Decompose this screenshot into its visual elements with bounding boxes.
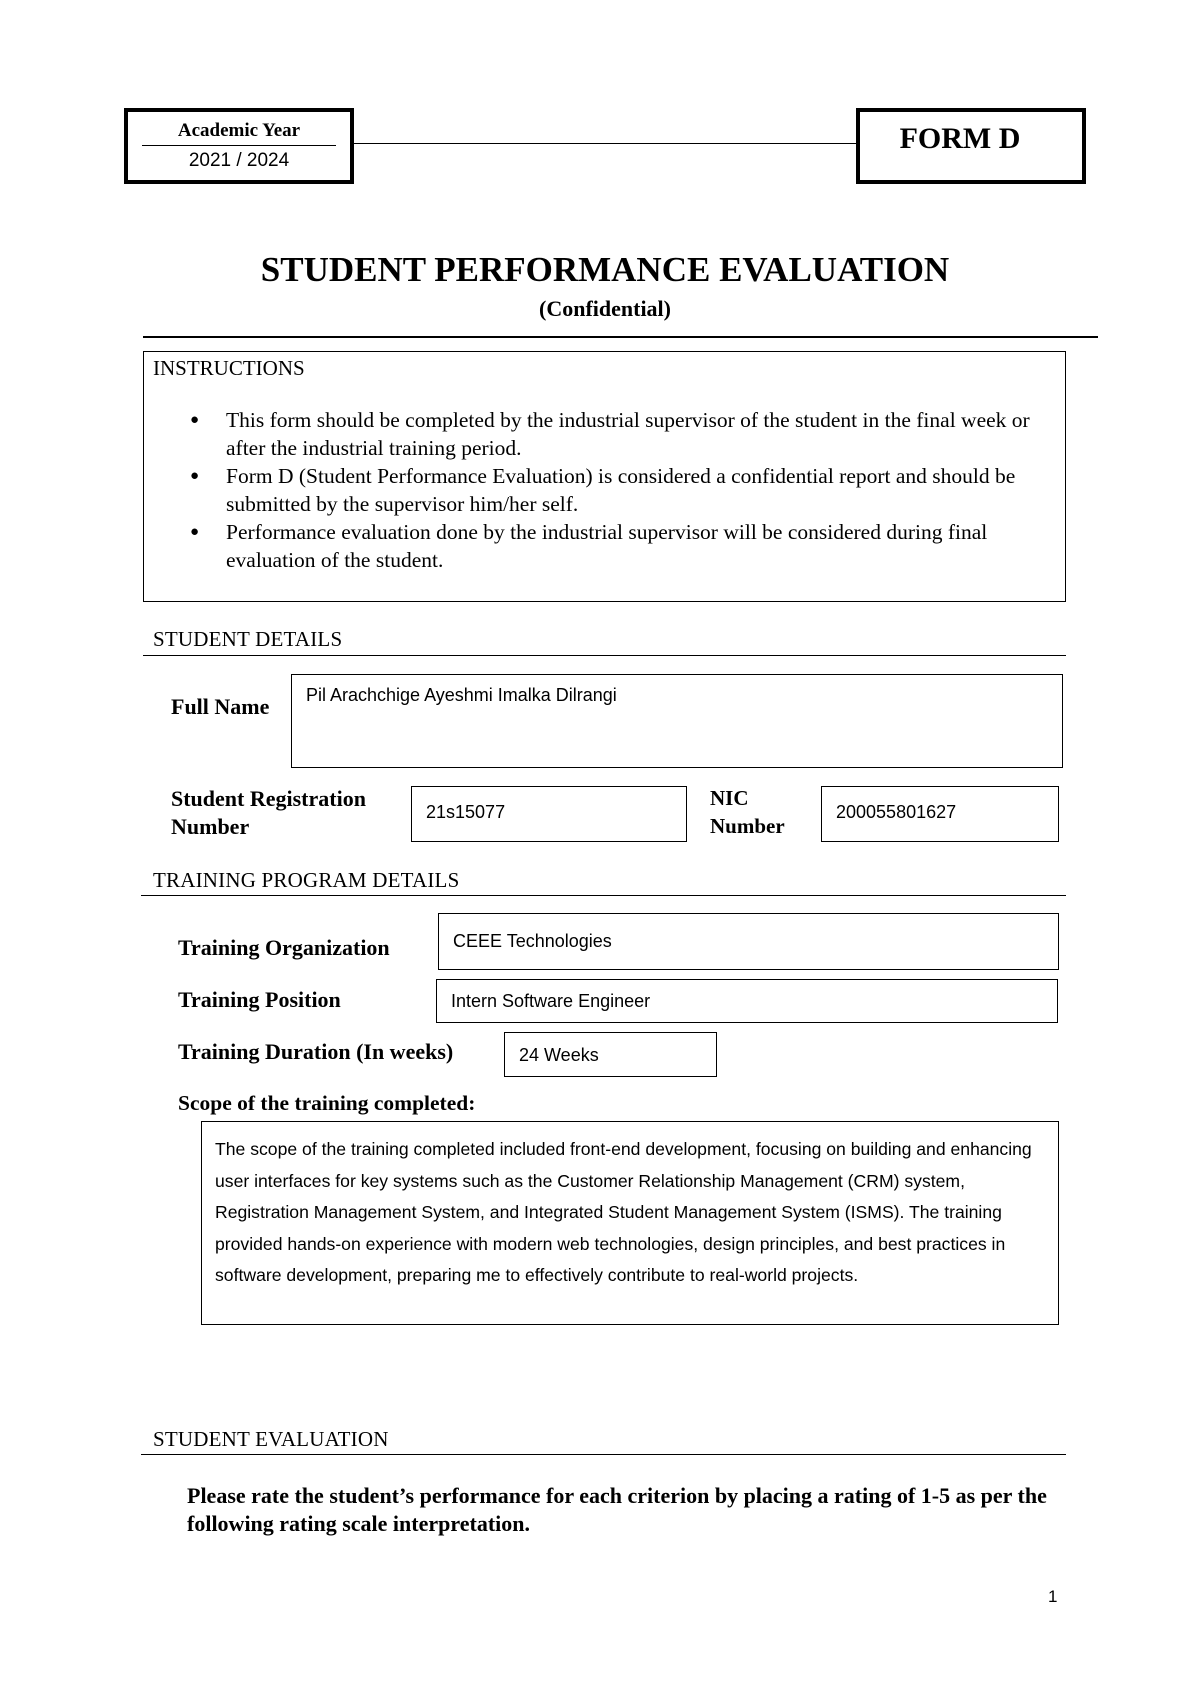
instruction-item: ● This form should be completed by the industrial supervisor of the student in the final week or after the industrial training period.	[144, 406, 1056, 462]
page-subtitle: (Confidential)	[539, 296, 671, 321]
instructions-box	[143, 351, 1066, 602]
student-evaluation-prompt: Please rate the student’s performance for each criterion by placing a rating of 1-5 as per the following rating scale interpretation.	[187, 1483, 1047, 1536]
academic-year-label: Academic Year	[177, 120, 301, 141]
registration-label-line1: Student Registration	[171, 786, 366, 811]
instructions-list	[144, 406, 1056, 574]
nic-label-line1: NIC	[710, 786, 749, 810]
full-name-field[interactable]: Pil Arachchige Ayeshmi Imalka Dilrangi	[291, 674, 1063, 768]
form-label-box	[856, 108, 1086, 184]
training-organization-field[interactable]: CEEE Technologies	[438, 913, 1059, 970]
student-evaluation-heading: STUDENT EVALUATION	[153, 1427, 389, 1451]
full-name-label: Full Name	[171, 694, 270, 719]
nic-number-field[interactable]: 200055801627	[821, 786, 1059, 842]
registration-number-field[interactable]: 21s15077	[411, 786, 687, 842]
training-position-label: Training Position	[178, 987, 341, 1012]
training-duration-label: Training Duration (In weeks)	[178, 1039, 454, 1064]
student-details-rule	[143, 655, 1066, 656]
header-connector-line	[354, 143, 856, 144]
page-number: 1	[1048, 1587, 1058, 1606]
training-scope-field[interactable]: The scope of the training completed included front-end development, focusing on building and enhancing user interfaces for key systems such as the Customer Relationship Management (CRM) system, Registration Management System, and Integrated Student Management System (ISMS). The training provided hands-on experience with modern web technologies, design principles, and best practices in software development, preparing me to effectively contribute to real-world projects.	[201, 1121, 1059, 1325]
nic-label-line2: Number	[710, 814, 785, 838]
student-evaluation-rule	[141, 1454, 1066, 1455]
training-duration-field[interactable]: 24 Weeks	[504, 1032, 717, 1077]
training-details-heading: TRAINING PROGRAM DETAILS	[153, 868, 460, 892]
academic-year-value: 2021 / 2024	[188, 150, 290, 171]
instructions-heading: INSTRUCTIONS	[153, 356, 305, 380]
academic-year-divider	[142, 145, 336, 146]
instruction-item: ● Performance evaluation done by the industrial supervisor will be considered during final evaluation of the student.	[144, 518, 1056, 574]
form-label: FORM D	[899, 122, 1021, 155]
title-rule	[143, 336, 1098, 338]
academic-year-box	[124, 108, 354, 184]
student-details-heading: STUDENT DETAILS	[153, 627, 343, 651]
instruction-item: ● Form D (Student Performance Evaluation) is considered a confidential report and should be submitted by the supervisor him/her self.	[144, 462, 1056, 518]
training-position-field[interactable]: Intern Software Engineer	[436, 979, 1058, 1023]
training-scope-label: Scope of the training completed:	[178, 1091, 476, 1115]
training-details-rule	[141, 895, 1066, 896]
registration-label-line2: Number	[171, 814, 250, 839]
page-title: STUDENT PERFORMANCE EVALUATION	[260, 250, 950, 289]
training-organization-label: Training Organization	[178, 935, 390, 960]
